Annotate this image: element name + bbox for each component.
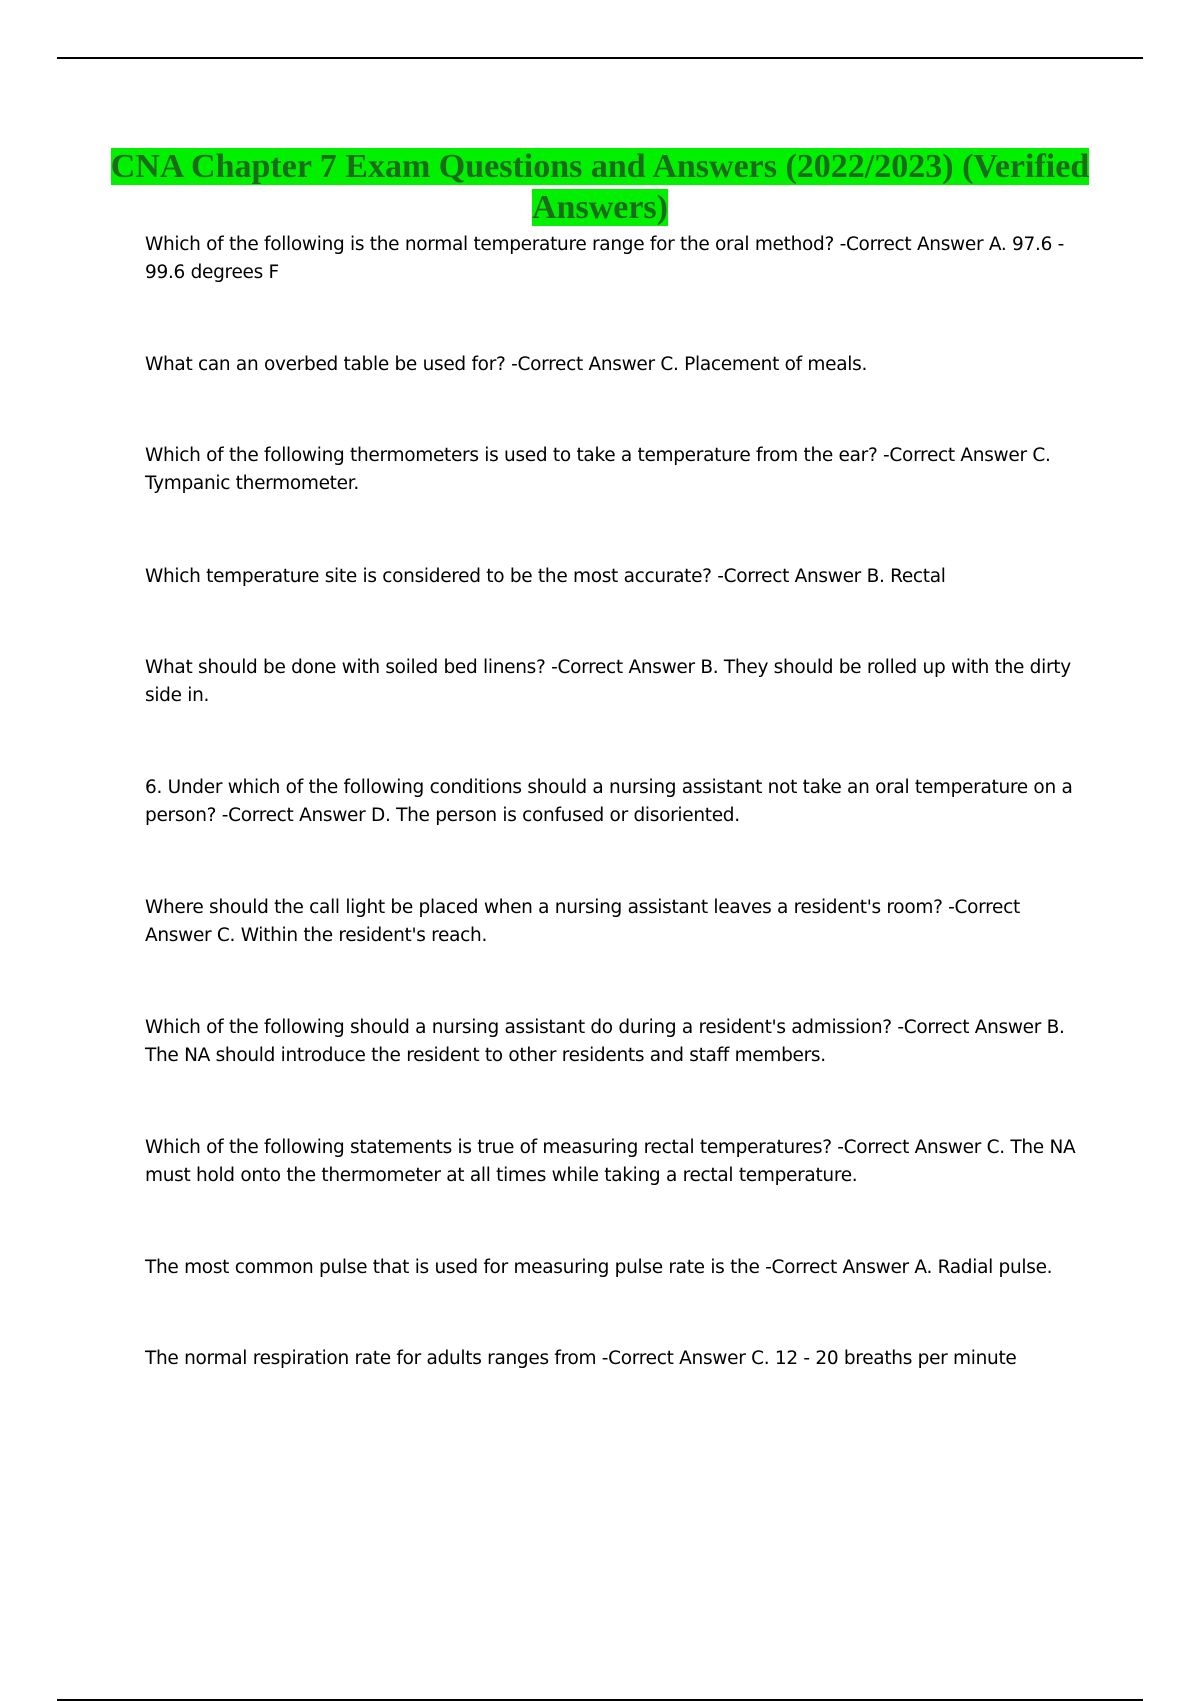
qa-item-2: What can an overbed table be used for? -Correct Answer C. Placement of meals. [145, 354, 868, 375]
qa-item-11: The normal respiration rate for adults ranges from -Correct Answer C. 12 - 20 breaths per minute [145, 1348, 1017, 1369]
qa-item-9: Which of the following statements is true of measuring rectal temperatures? -Correct Answer C. The NA must hold onto the thermometer at all times while taking a rectal temperature. [145, 1137, 1076, 1186]
qa-item-4: Which temperature site is considered to be the most accurate? -Correct Answer B. Rectal [145, 566, 946, 587]
qa-item-3: Which of the following thermometers is used to take a temperature from the ear? -Correct Answer C. Tympanic thermometer. [145, 445, 1051, 494]
qa-item-7: Where should the call light be placed when a nursing assistant leaves a resident's room? -Correct Answer C. Within the resident's reach. [145, 897, 1020, 946]
title-highlight: CNA Chapter 7 Exam Questions and Answers (2022/2023) (Verified Answers) [110, 148, 1090, 226]
qa-item-5: What should be done with soiled bed linens? -Correct Answer B. They should be rolled up with the dirty side in. [145, 657, 1071, 706]
document-title [100, 146, 1100, 228]
top-rule [57, 57, 1143, 59]
qa-item-6: 6. Under which of the following conditions should a nursing assistant not take an oral temperature on a person? -Correct Answer D. The person is confused or disoriented. [145, 777, 1073, 826]
qa-item-1: Which of the following is the normal temperature range for the oral method? -Correct Answer A. 97.6 - 99.6 degrees F [145, 234, 1065, 283]
qa-item-10: The most common pulse that is used for measuring pulse rate is the -Correct Answer A. Radial pulse. [145, 1257, 1053, 1278]
qa-item-8: Which of the following should a nursing assistant do during a resident's admission? -Correct Answer B. The NA should introduce the resident to other residents and staff members. [145, 1017, 1065, 1066]
